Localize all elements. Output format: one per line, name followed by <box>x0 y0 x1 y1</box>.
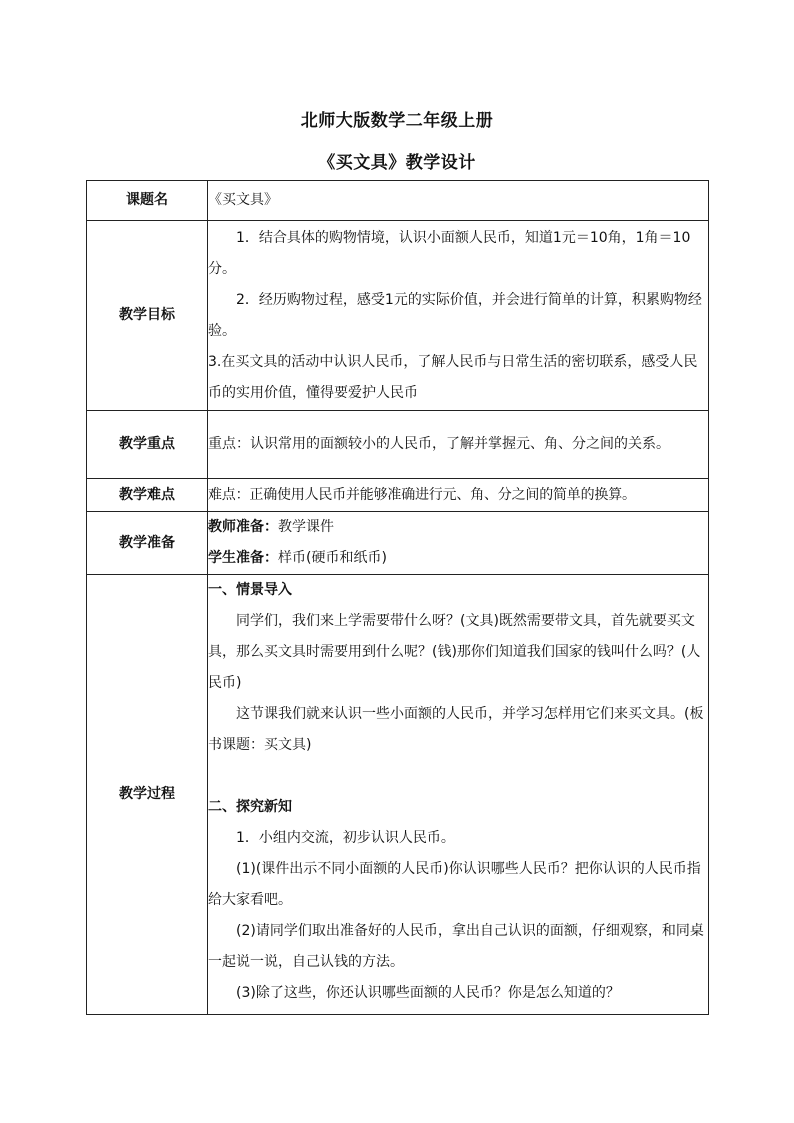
lesson-plan-table <box>86 180 709 1015</box>
section2-paragraph-2: (1)(课件出示不同小面额的人民币)你认识哪些人民币？把你认识的人民币指给大家看吧。 <box>208 861 701 908</box>
process-label: 教学过程 <box>87 575 208 1015</box>
goals-label: 教学目标 <box>87 221 208 411</box>
table-row-topic <box>87 181 709 221</box>
table-row-difficulties <box>87 479 709 512</box>
section1-heading: 一、情景导入 <box>208 582 292 598</box>
table-row-process <box>87 575 709 1015</box>
student-preparation-value: 样币(硬币和纸币) <box>278 550 387 566</box>
teacher-preparation-value: 教学课件 <box>278 519 334 535</box>
goal-item-1: 1．结合具体的购物情境，认识小面额人民币，知道1元＝10角，1角＝10分。 <box>208 229 691 277</box>
student-preparation <box>208 543 708 574</box>
topic-label: 课题名 <box>87 181 208 221</box>
section1-paragraph-2: 这节课我们就来认识一些小面额的人民币，并学习怎样用它们来买文具。(板书课题：买文具) <box>208 706 704 753</box>
section1-paragraph-1: 同学们，我们来上学需要带什么呀？(文具)既然需要带文具，首先就要买文具，那么买文具时需要用到什么呢？(钱)那你们知道我们国家的钱叫什么吗？(人民币) <box>208 613 701 691</box>
table-row-key-points <box>87 411 709 479</box>
goal-item-3: 3.在买文具的活动中认识人民币，了解人民币与日常生活的密切联系，感受人民币的实用价值，懂得要爱护人民币 <box>208 353 698 401</box>
goal-item-2: 2．经历购物过程，感受1元的实际价值，并会进行简单的计算，积累购物经验。 <box>208 291 702 339</box>
table-row-preparation <box>87 512 709 575</box>
difficulties-label: 教学难点 <box>87 479 208 512</box>
key-points-text: 重点：认识常用的面额较小的人民币，了解并掌握元、角、分之间的关系。 <box>208 411 709 479</box>
blank-line <box>208 761 708 792</box>
process-content <box>208 575 709 1015</box>
table-row-goals <box>87 221 709 411</box>
section2-paragraph-3: (2)请同学们取出准备好的人民币，拿出自己认识的面额，仔细观察，和同桌一起说一说，自己认钱的方法。 <box>208 923 704 970</box>
section2-paragraph-4: (3)除了这些，你还认识哪些面额的人民币？你是怎么知道的？ <box>236 985 620 1001</box>
section2-paragraph-1: 1．小组内交流，初步认识人民币。 <box>236 830 455 846</box>
student-preparation-label: 学生准备： <box>208 550 278 566</box>
document-title: 北师大版数学二年级上册 <box>300 111 494 131</box>
difficulties-text: 难点：正确使用人民币并能够准确进行元、角、分之间的简单的换算。 <box>208 479 709 512</box>
section2-heading: 二、探究新知 <box>208 799 292 815</box>
preparation-content <box>208 512 709 575</box>
key-points-label: 教学重点 <box>87 411 208 479</box>
topic-value: 《买文具》 <box>208 181 709 221</box>
teacher-preparation-label: 教师准备： <box>208 519 278 535</box>
preparation-label: 教学准备 <box>87 512 208 575</box>
teacher-preparation <box>208 512 708 543</box>
document-subtitle: 《买文具》教学设计 <box>318 153 476 173</box>
goals-content <box>208 221 709 411</box>
